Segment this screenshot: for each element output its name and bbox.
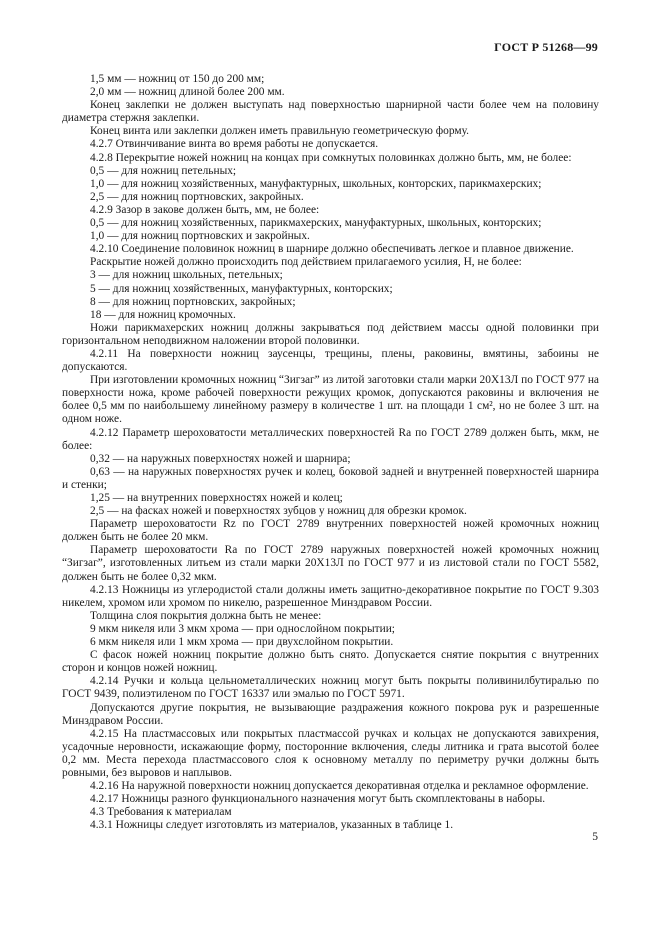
paragraph: 4.2.10 Соединение половинок ножниц в шарнире должно обеспечивать легкое и плавное движение. bbox=[90, 243, 574, 256]
paragraph: 5 — для ножниц хозяйственных, мануфактурных, конторских; bbox=[90, 282, 393, 295]
paragraph: 4.3.1 Ножницы следует изготовлять из материалов, указанных в таблице 1. bbox=[90, 819, 454, 832]
paragraph: 4.2.9 Зазор в закове должен быть, мм, не более: bbox=[90, 203, 320, 216]
paragraph: 4.2.15 На пластмассовых или покрытых пластмассой ручках и кольцах не допускаются завихрения, усадочные неровности, искажающие форму, посторонние включения, следы литника и грата высотой более 0,2 мм. Места перехода пластмассового слоя к основному металлу по периметру ручки должны быть ровными, без выровов и наплывов. bbox=[62, 727, 599, 779]
paragraph: Допускаются другие покрытия, не вызывающие раздражения кожного покрова рук и разрешенные Минздравом России. bbox=[62, 701, 599, 727]
paragraph: 1,5 мм — ножниц от 150 до 200 мм; bbox=[90, 73, 265, 85]
paragraph: Конец винта или заклепки должен иметь правильную геометрическую форму. bbox=[90, 125, 469, 138]
paragraph: 4.2.16 На наружной поверхности ножниц допускается декоративная отделка и рекламное оформление. bbox=[90, 780, 589, 793]
paragraph: 4.2.12 Параметр шероховатости металлических поверхностей Ra по ГОСТ 2789 должен быть, мкм, не более: bbox=[62, 426, 599, 452]
paragraph: 2,5 — на фасках ножей и поверхностях зубцов у ножниц для обрезки кромок. bbox=[90, 505, 467, 518]
paragraph: 1,25 — на внутренних поверхностях ножей и колец; bbox=[90, 492, 343, 504]
paragraph: Параметр шероховатости Rz по ГОСТ 2789 внутренних поверхностей ножей кромочных ножниц должен быть не более 20 мкм. bbox=[62, 518, 599, 544]
paragraph: 0,32 — на наружных поверхностях ножей и шарнира; bbox=[90, 452, 351, 465]
paragraph: С фасок ножей ножниц покрытие должно быть снято. Допускается снятие покрытия с внутренних сторон и концов ножей ножниц. bbox=[62, 649, 599, 675]
paragraph: 4.2.14 Ручки и кольца цельнометаллических ножниц могут быть покрыты поливинилбутиралью по ГОСТ 9439, полиэтиленом по ГОСТ 16337 или эмалью по ГОСТ 5971. bbox=[62, 675, 599, 701]
paragraph: Раскрытие ножей должно происходить под действием прилагаемого усилия, Н, не более: bbox=[90, 256, 522, 269]
paragraph: 8 — для ножниц портновских, закройных; bbox=[90, 295, 296, 308]
paragraph: 4.2.7 Отвинчивание винта во время работы не допускается. bbox=[90, 138, 379, 151]
paragraph: 4.2.13 Ножницы из углеродистой стали должны иметь защитно-декоративное покрытие по ГОСТ 9.303 никелем, хромом или хромом по никелю, разрешенное Минздравом России. bbox=[62, 583, 599, 609]
paragraph: 4.2.17 Ножницы разного функционального назначения могут быть скомплектованы в наборы. bbox=[90, 793, 546, 806]
paragraph: 6 мкм никеля или 1 мкм хрома — при двухслойном покрытии. bbox=[90, 636, 394, 649]
paragraph: Толщина слоя покрытия должна быть не менее: bbox=[90, 609, 322, 622]
paragraph: 0,5 — для ножниц петельных; bbox=[90, 164, 237, 177]
paragraph: 4.2.8 Перекрытие ножей ножниц на концах при сомкнутых половинках должно быть, мм, не более: bbox=[90, 151, 572, 164]
paragraph: Конец заклепки не должен выступать над поверхностью шарнирной части более чем на половину диаметра стержня заклепки. bbox=[62, 99, 599, 125]
paragraph: Параметр шероховатости Ra по ГОСТ 2789 наружных поверхностей ножей кромочных ножниц “Зигзаг”, изготовленных литьем из стали марки 20Х13Л по ГОСТ 977 и из листовой стали по ГОСТ 5582, должен быть не более 0,32 мкм. bbox=[62, 544, 599, 583]
paragraph: 9 мкм никеля или 3 мкм хрома — при однослойном покрытии; bbox=[90, 622, 395, 635]
paragraph: При изготовлении кромочных ножниц “Зигзаг” из литой заготовки стали марки 20Х13Л по ГОСТ 977 на поверхности ножа, кроме рабочей поверхности режущих кромок, допускаются раковины и включения не более 0,5 мм по наибольшему линейному размеру в количестве 1 шт. на площади 1 см², но не более 3 шт. на одном ноже. bbox=[62, 374, 599, 426]
paragraph: 0,5 — для ножниц хозяйственных, парикмахерских, мануфактурных, школьных, конторских; bbox=[90, 217, 542, 230]
section-heading: 4.3 Требования к материалам bbox=[90, 806, 232, 819]
paragraph: 2,5 — для ножниц портновских, закройных. bbox=[90, 190, 304, 203]
paragraph: 0,63 — на наружных поверхностях ручек и колец, боковой задней и внутренней поверхностей шарнира и стенки; bbox=[62, 465, 599, 491]
document-header: ГОСТ Р 51268—99 bbox=[494, 40, 598, 54]
paragraph: 1,0 — для ножниц портновских и закройных. bbox=[90, 230, 310, 243]
paragraph: 3 — для ножниц школьных, петельных; bbox=[90, 269, 283, 282]
page-number: 5 bbox=[592, 831, 598, 843]
paragraph: 2,0 мм — ножниц длиной более 200 мм. bbox=[90, 86, 285, 99]
paragraph: 1,0 — для ножниц хозяйственных, мануфактурных, школьных, конторских, парикмахерских; bbox=[90, 177, 542, 190]
paragraph: Ножи парикмахерских ножниц должны закрываться под действием массы одной половинки при горизонтальном неподвижном наложении второй половинки. bbox=[62, 321, 599, 347]
document-body bbox=[62, 73, 599, 832]
paragraph: 18 — для ножниц кромочных. bbox=[90, 308, 236, 321]
paragraph: 4.2.11 На поверхности ножниц заусенцы, трещины, плены, раковины, вмятины, забоины не допускаются. bbox=[62, 347, 599, 374]
